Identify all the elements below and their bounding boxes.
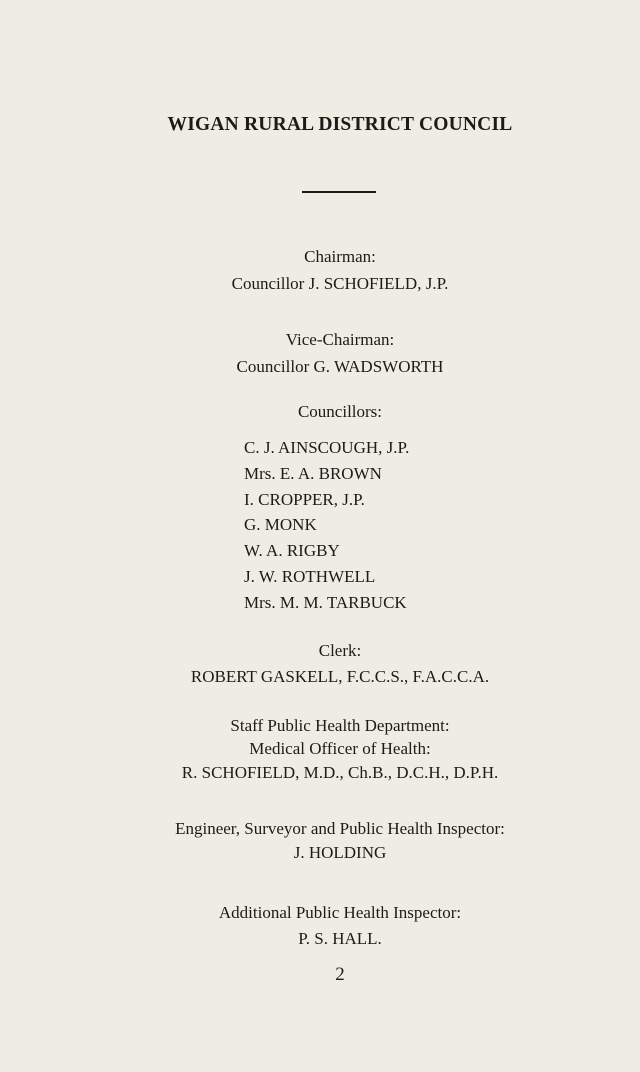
councillor-item: Mrs. M. M. TARBUCK (244, 592, 407, 612)
councillor-item: J. W. ROTHWELL (244, 566, 376, 586)
title-divider (302, 191, 376, 193)
clerk-name: ROBERT GASKELL, F.C.C.S., F.A.C.C.A. (190, 667, 490, 686)
council-title: WIGAN RURAL DISTRICT COUNCIL (167, 114, 513, 135)
chairman-label: Chairman: (304, 247, 376, 266)
councillors-list (244, 435, 409, 616)
additional-inspector-label: Additional Public Health Inspector: (218, 903, 462, 922)
additional-inspector-name: P. S. HALL. (298, 929, 382, 948)
councillor-item: I. CROPPER, J.P. (244, 489, 365, 509)
engineer-name: J. HOLDING (293, 843, 387, 862)
vice-chairman-label: Vice-Chairman: (285, 330, 395, 349)
chairman-name: Councillor J. SCHOFIELD, J.P. (231, 274, 449, 293)
councillor-item: C. J. AINSCOUGH, J.P. (244, 438, 410, 457)
councillor-item: W. A. RIGBY (244, 541, 340, 561)
clerk-label: Clerk: (318, 641, 362, 660)
councillors-label: Councillors: (297, 402, 383, 421)
councillor-item: G. MONK (244, 515, 317, 535)
councillor-item: Mrs. E. A. BROWN (244, 463, 382, 483)
mo-label: Medical Officer of Health: (249, 739, 431, 758)
mo-name: R. SCHOFIELD, M.D., Ch.B., D.C.H., D.P.H. (181, 763, 499, 782)
vice-chairman-name: Councillor G. WADSWORTH (236, 357, 444, 376)
page-number: 2 (335, 964, 345, 985)
engineer-label: Engineer, Surveyor and Public Health Inspector: (175, 819, 505, 838)
staff-heading: Staff Public Health Department: (230, 716, 450, 735)
